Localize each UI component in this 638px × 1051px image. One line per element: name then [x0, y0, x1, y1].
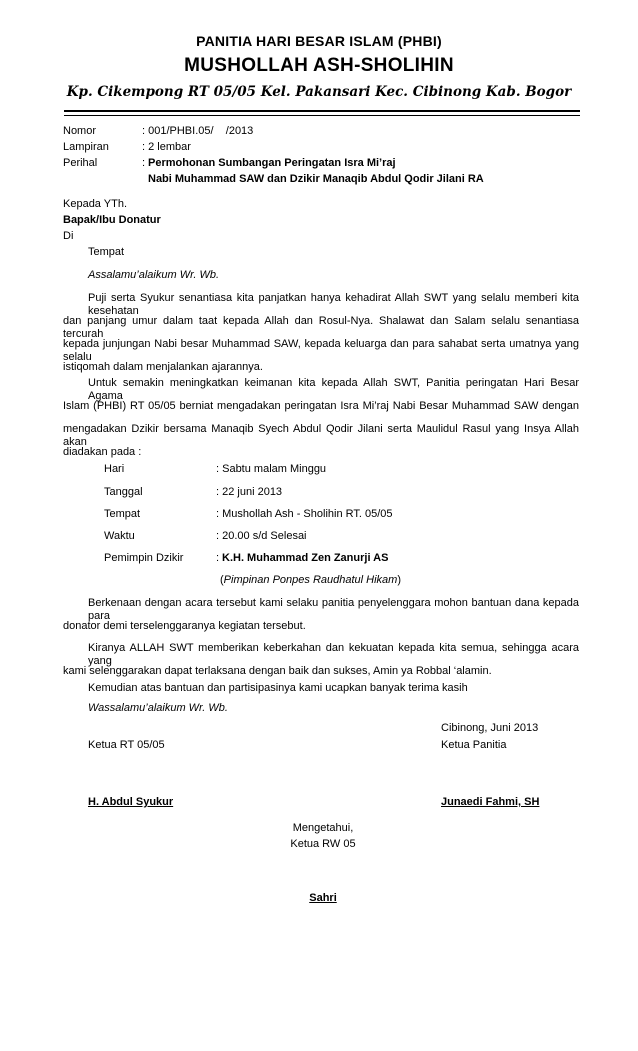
event-pemimpin-colon: :: [216, 552, 220, 564]
event-pemimpin-value: K.H. Muhammad Zen Zanurji AS: [222, 552, 389, 564]
paragraph-2-line: diadakan pada :: [63, 446, 142, 458]
recipient-kepada: Kepada YTh.: [63, 198, 128, 210]
signature-left-name: H. Abdul Syukur: [88, 796, 174, 808]
signature-right-name: Junaedi Fahmi, SH: [441, 796, 540, 808]
event-tempat-value: : Mushollah Ash - Sholihin RT. 05/05: [216, 508, 393, 520]
letterhead-address: Kp. Cikempong RT 05/05 Kel. Pakansari Kec. Cibinong Kab. Bogor: [66, 84, 572, 100]
paren-open: (: [220, 574, 224, 586]
perihal-line1: Permohonan Sumbangan Peringatan Isra Mi’raj: [148, 157, 396, 169]
paragraph-5: Kemudian atas bantuan dan partisipasinya kami ucapkan banyak terima kasih: [88, 682, 468, 694]
perihal-line2: Nabi Muhammad SAW dan Dzikir Manaqib Abdul Qodir Jilani RA: [148, 173, 484, 185]
paragraph-1-line: dan panjang umur dalam taat kepada Allah dan Rosul-Nya. Shalawat dan Salam selalu senantiasa tercurah: [63, 315, 579, 340]
recipient-di: Di: [63, 230, 74, 242]
perihal-colon: :: [142, 157, 146, 169]
event-pemimpin-label: Pemimpin Dzikir: [104, 552, 184, 564]
letterhead-rule-thick: [64, 110, 580, 112]
letterhead-name: MUSHOLLAH ASH-SHOLIHIN: [184, 55, 454, 76]
paren-close: ): [397, 574, 401, 586]
closing-greeting: Wassalamu’alaikum Wr. Wb.: [88, 702, 228, 714]
recipient-tempat: Tempat: [88, 246, 125, 258]
paragraph-4-line: Kiranya ALLAH SWT memberikan keberkahan dan kekuatan kepada kita semua, sehingga acara yang: [88, 642, 579, 667]
recipient-name: Bapak/Ibu Donatur: [63, 214, 161, 226]
nomor-label: Nomor: [63, 125, 97, 137]
greeting: Assalamu’alaikum Wr. Wb.: [88, 269, 220, 281]
event-tanggal-value: : 22 juni 2013: [216, 486, 283, 498]
paragraph-1-line: Puji serta Syukur senantiasa kita panjatkan hanya kehadirat Allah SWT yang selalu memberi kita kesehatan: [88, 292, 579, 317]
signature-rw-title: Ketua RW 05: [290, 838, 356, 850]
paragraph-3-line: donator demi terselenggaranya kegiatan tersebut.: [63, 620, 306, 632]
event-pemimpin-org: [220, 574, 401, 587]
event-tempat-label: Tempat: [104, 508, 141, 520]
paragraph-1-line: istiqomah dalam menjalankan ajarannya.: [63, 361, 263, 373]
event-tanggal-label: Tanggal: [104, 486, 143, 498]
perihal-label: Perihal: [63, 157, 98, 169]
event-waktu-value: : 20.00 s/d Selesai: [216, 530, 307, 542]
paragraph-2-line: Islam (PHBI) RT 05/05 berniat mengadakan peringatan Isra Mi’raj Nabi Besar Muhammad SAW dengan: [63, 400, 579, 412]
place-date: Cibinong, Juni 2013: [441, 722, 539, 734]
paragraph-3-line: Berkenaan dengan acara tersebut kami selaku panitia penyelenggara mohon bantuan dana kepada para: [88, 597, 579, 622]
paragraph-2-line: mengadakan Dzikir bersama Manaqib Syech Abdul Qodir Jilani serta Maulidul Rasul yang Insya Allah akan: [63, 423, 579, 448]
lampiran-label: Lampiran: [63, 141, 109, 153]
lampiran-value: : 2 lembar: [142, 141, 191, 153]
letterhead-rule-thin: [64, 115, 580, 116]
letterhead-org: PANITIA HARI BESAR ISLAM (PHBI): [196, 33, 442, 49]
signature-left-title: Ketua RT 05/05: [88, 739, 165, 751]
paragraph-1-line: kepada junjungan Nabi besar Muhammad SAW, kepada keluarga dan para sahabat serta umatnya yang selalu: [63, 338, 579, 363]
mengetahui-label: Mengetahui,: [292, 822, 354, 834]
nomor-value: : 001/PHBI.05/ /2013: [142, 125, 254, 137]
event-hari-value: : Sabtu malam Minggu: [216, 463, 327, 475]
paragraph-4-line: kami selenggarakan dapat terlaksana dengan baik dan sukses, Amin ya Robbal ‘alamin.: [63, 665, 492, 677]
event-waktu-label: Waktu: [104, 530, 135, 542]
signature-rw-name: Sahri: [309, 892, 337, 904]
paragraph-2-line: Untuk semakin meningkatkan keimanan kita kepada Allah SWT, Panitia peringatan Hari Besar Agama: [88, 377, 579, 402]
pemimpin-org-name: Pimpinan Ponpes Raudhatul Hikam: [223, 574, 398, 586]
signature-right-title: Ketua Panitia: [441, 739, 507, 751]
event-hari-label: Hari: [104, 463, 125, 475]
